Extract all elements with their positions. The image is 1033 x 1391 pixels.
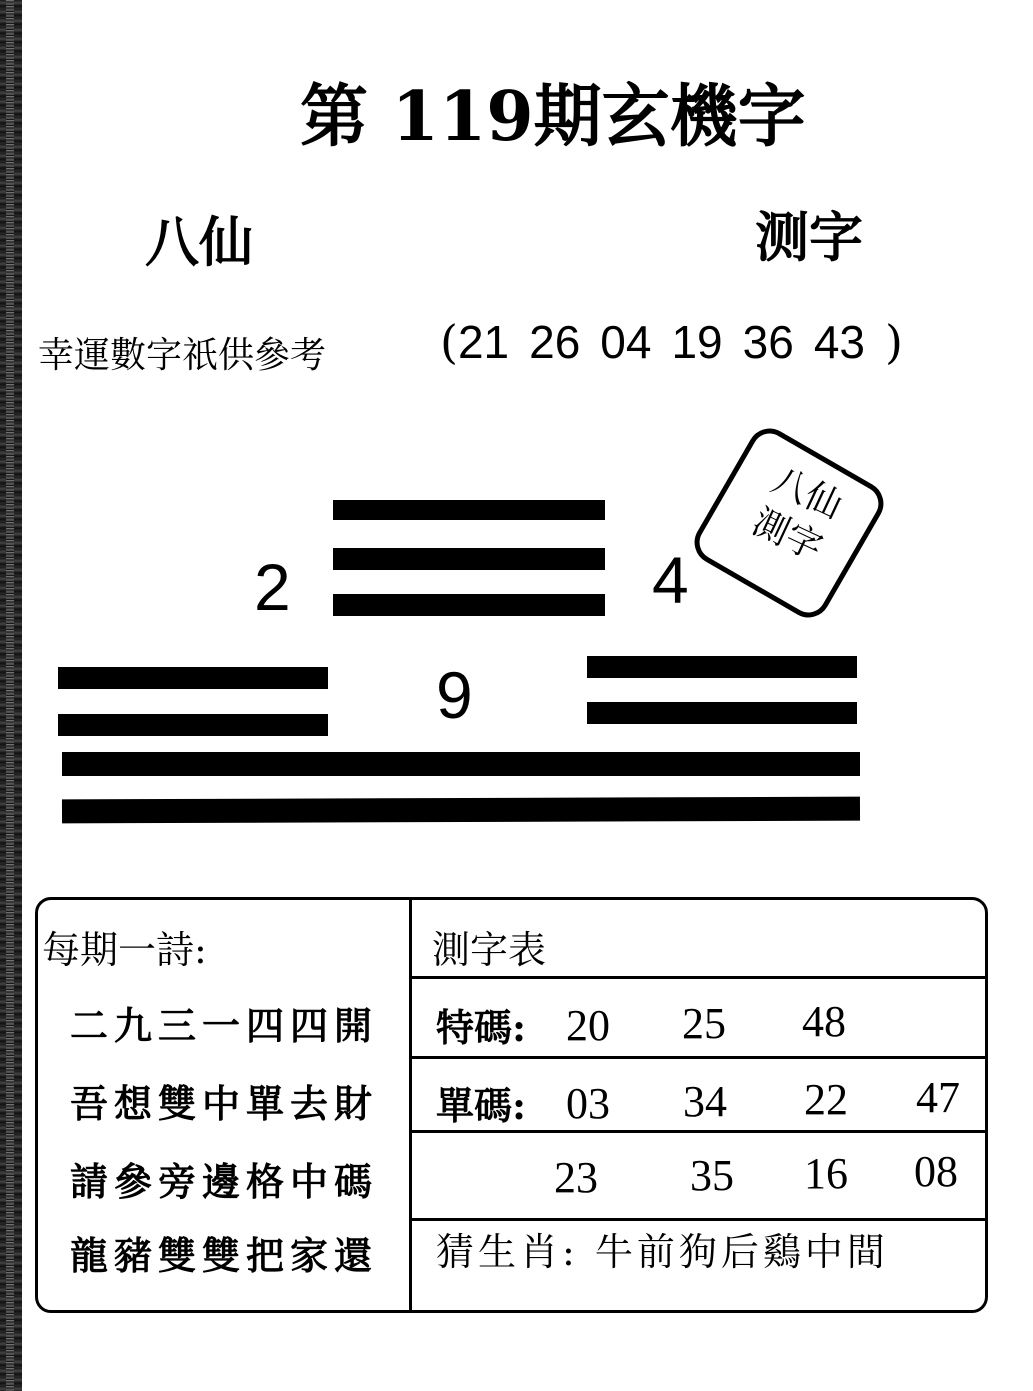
page-title: 第 119期玄機字 xyxy=(300,77,806,157)
trigram-bottom-line-1 xyxy=(62,752,860,776)
poem-line: 請參旁邊格中碼 xyxy=(70,1159,379,1204)
trigram-number-center: 9 xyxy=(436,658,473,732)
row-label-single: 單碼: xyxy=(436,1083,527,1128)
table-cell: 23 xyxy=(554,1153,598,1202)
heading-ceshi: 测字 xyxy=(755,205,863,269)
trigram-right-line-1 xyxy=(587,656,857,678)
table-cell: 25 xyxy=(682,999,726,1048)
trigram-right-line-2 xyxy=(587,702,857,724)
trigram-top-line-1 xyxy=(333,500,605,520)
lucky-number: 36 xyxy=(742,316,794,368)
trigram-bottom-line-2 xyxy=(62,797,860,824)
lucky-number: 19 xyxy=(671,316,723,368)
poem-line: 吾想雙中單去財 xyxy=(70,1081,379,1126)
seal-line-1: 八仙 xyxy=(765,459,849,528)
table-row-line xyxy=(412,976,987,979)
open-paren: ( xyxy=(440,315,458,369)
table-cell: 03 xyxy=(566,1079,610,1128)
row-label-special: 特碼: xyxy=(436,1005,527,1050)
close-paren: ) xyxy=(884,315,903,369)
table-cell: 34 xyxy=(683,1077,727,1126)
table-cell: 20 xyxy=(566,1001,610,1050)
trigram-left-line-2 xyxy=(58,714,328,736)
lucky-number: 04 xyxy=(600,316,652,368)
lucky-number: 26 xyxy=(529,316,581,368)
table-title: 測字表 xyxy=(432,928,547,972)
table-cell: 16 xyxy=(804,1149,848,1198)
lucky-numbers xyxy=(440,312,980,372)
table-row-line xyxy=(412,1218,987,1221)
zodiac-guess: 猜生肖: 牛前狗后鷄中間 xyxy=(436,1230,889,1274)
scan-edge-inner xyxy=(6,0,14,1391)
poem-line: 龍豬雙雙把家還 xyxy=(70,1233,379,1278)
table-row-line xyxy=(412,1056,987,1059)
trigram-left-line-1 xyxy=(58,667,328,689)
table-divider xyxy=(409,900,412,1310)
lucky-number: 43 xyxy=(813,316,865,368)
lucky-number: 21 xyxy=(457,316,510,368)
table-cell: 22 xyxy=(804,1075,848,1124)
table-cell: 48 xyxy=(802,997,846,1046)
poem-title: 每期一詩: xyxy=(42,928,207,972)
lucky-label: 幸運數字祇供參考 xyxy=(38,335,327,376)
table-cell: 35 xyxy=(690,1151,734,1200)
trigram-top-line-2 xyxy=(333,548,605,570)
trigram-number-left: 2 xyxy=(254,550,291,624)
table-cell: 08 xyxy=(914,1147,958,1196)
poem-line: 二九三一四四開 xyxy=(70,1003,379,1048)
heading-baxian: 八仙 xyxy=(145,210,253,274)
table-cell: 47 xyxy=(916,1073,960,1122)
trigram-number-right: 4 xyxy=(652,543,689,617)
seal-line-2: 測字 xyxy=(745,501,829,570)
trigram-top-line-3 xyxy=(333,594,605,616)
